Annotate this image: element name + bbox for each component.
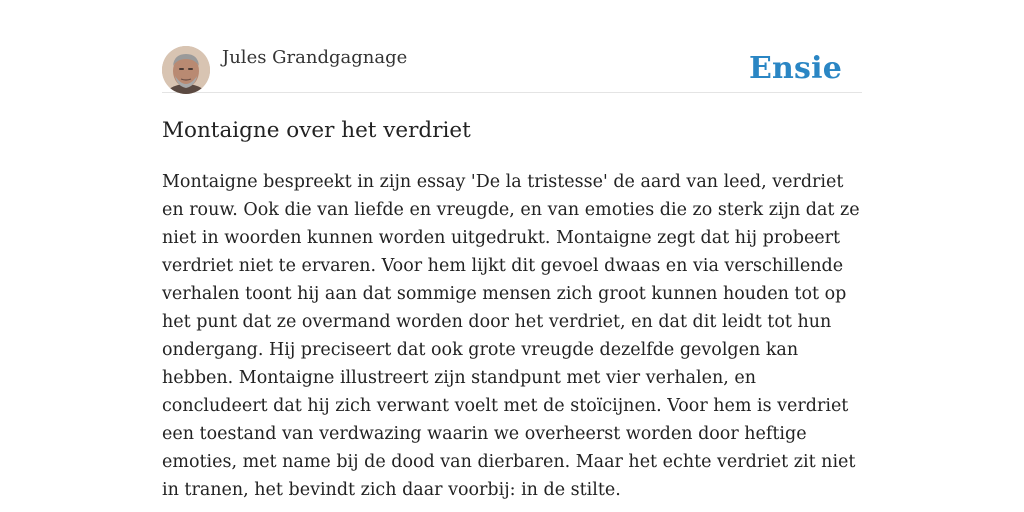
article-header xyxy=(162,0,862,93)
article-card xyxy=(162,0,862,500)
author-portrait-icon xyxy=(162,46,210,94)
author-avatar[interactable] xyxy=(162,46,210,94)
article-title: Montaigne over het verdriet xyxy=(162,118,471,143)
author-name[interactable]: Jules Grandgagnage xyxy=(222,47,408,68)
site-logo[interactable]: Ensie xyxy=(748,51,842,86)
article-body: Montaigne bespreekt in zijn essay 'De la tristesse' de aard van leed, verdriet en rouw. Ook die van liefde en vreugde, en van emoties die zo sterk zijn dat ze niet in woorden kunnen worden uitgedrukt. Montaigne zegt dat hij probeert verdriet niet te ervaren. Voor hem lijkt dit gevoel dwaas en via verschillende verhalen toont hij aan dat sommige mensen zich groot kunnen houden tot op het punt dat ze overmand worden door het verdriet, en dat dit leidt tot hun ondergang. Hij preciseert dat ook grote vreugde dezelfde gevolgen kan hebben. Montaigne illustreert zijn standpunt met vier verhalen, en concludeert dat hij zich verwant voelt met de stoïcijnen. Voor hem is verdriet een toestand van verdwazing waarin we overheerst worden door heftige emoties, met name bij de dood van dierbaren. Maar het echte verdriet zit niet in tranen, het bevindt zich daar voorbij: in de stilte. xyxy=(162,172,860,500)
